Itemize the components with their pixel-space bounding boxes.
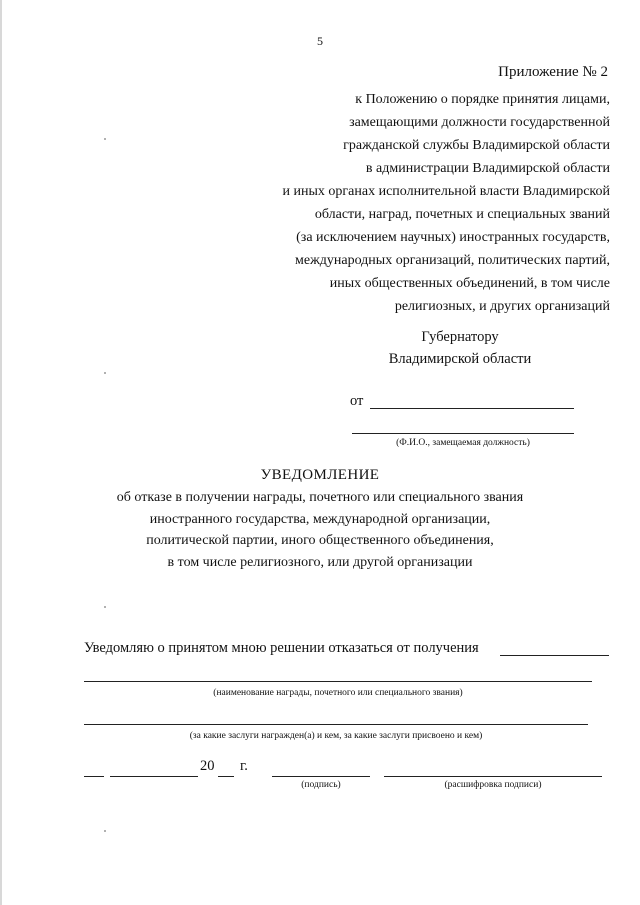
page-number: 5 xyxy=(317,34,323,48)
from-position-field[interactable] xyxy=(352,433,574,434)
addressee-region: Владимирской области xyxy=(388,351,532,367)
appendix-line: религиозных, и других организаций xyxy=(394,299,610,314)
signature-decoding-field[interactable] xyxy=(384,776,602,777)
notice-subtitle-line: иностранного государства, международной организации, xyxy=(149,511,491,527)
award-name-field[interactable] xyxy=(84,681,592,682)
notice-subtitle-line: в том числе религиозного, или другой организации xyxy=(167,554,473,570)
appendix-line: гражданской службы Владимирской области xyxy=(343,138,610,153)
scan-speck xyxy=(104,606,106,608)
appendix-line: и иных органах исполнительной власти Владимирской xyxy=(282,184,610,199)
signature-caption: (подпись) xyxy=(301,780,341,790)
appendix-title: Приложение № 2 xyxy=(498,64,608,80)
addressee-block xyxy=(360,326,560,370)
month-field[interactable] xyxy=(110,776,198,777)
notice-subtitle xyxy=(60,487,580,573)
scan-speck xyxy=(104,372,106,374)
appendix-line: к Положению о порядке принятия лицами, xyxy=(355,92,610,107)
year-prefix: 20 xyxy=(200,758,215,774)
appendix-line: в администрации Владимирской области xyxy=(365,161,610,176)
addressee-title: Губернатору xyxy=(421,329,499,345)
year-suffix: г. xyxy=(240,758,248,774)
date-signature-row xyxy=(0,758,640,778)
merits-field[interactable] xyxy=(84,724,588,725)
scan-speck xyxy=(104,138,106,140)
statement-text: Уведомляю о принятом мною решении отказаться от получения xyxy=(84,640,479,656)
appendix-line: иных общественных объединений, в том числе xyxy=(329,276,610,291)
appendix-description xyxy=(210,88,610,318)
from-label: от xyxy=(350,393,364,409)
statement-row xyxy=(84,639,609,659)
notice-subtitle-line: об отказе в получении награды, почетного или специального звания xyxy=(116,490,524,505)
award-field-start[interactable] xyxy=(500,655,609,656)
appendix-line: замещающими должности государственной xyxy=(349,115,610,130)
from-name-field[interactable] xyxy=(370,408,574,409)
appendix-line: области, наград, почетных и специальных званий xyxy=(314,207,610,222)
award-name-caption: (наименование награды, почетного или специального звания) xyxy=(213,688,463,698)
fio-caption: (Ф.И.О., замещаемая должность) xyxy=(396,438,530,448)
notice-subtitle-line: политической партии, иного общественного объединения, xyxy=(146,533,494,548)
merits-caption: (за какие заслуги награжден(а) и кем, за какие заслуги присвоено и кем) xyxy=(189,731,483,741)
signature-decoding-caption: (расшифровка подписи) xyxy=(444,780,542,790)
notice-title: УВЕДОМЛЕНИЕ xyxy=(260,467,380,483)
appendix-line: международных организаций, политических партий, xyxy=(295,253,610,268)
day-field[interactable] xyxy=(84,776,104,777)
appendix-line: (за исключением научных) иностранных государств, xyxy=(296,230,610,245)
scan-speck xyxy=(104,830,106,832)
from-row xyxy=(350,392,580,412)
signature-field[interactable] xyxy=(272,776,370,777)
year-field[interactable] xyxy=(218,776,234,777)
